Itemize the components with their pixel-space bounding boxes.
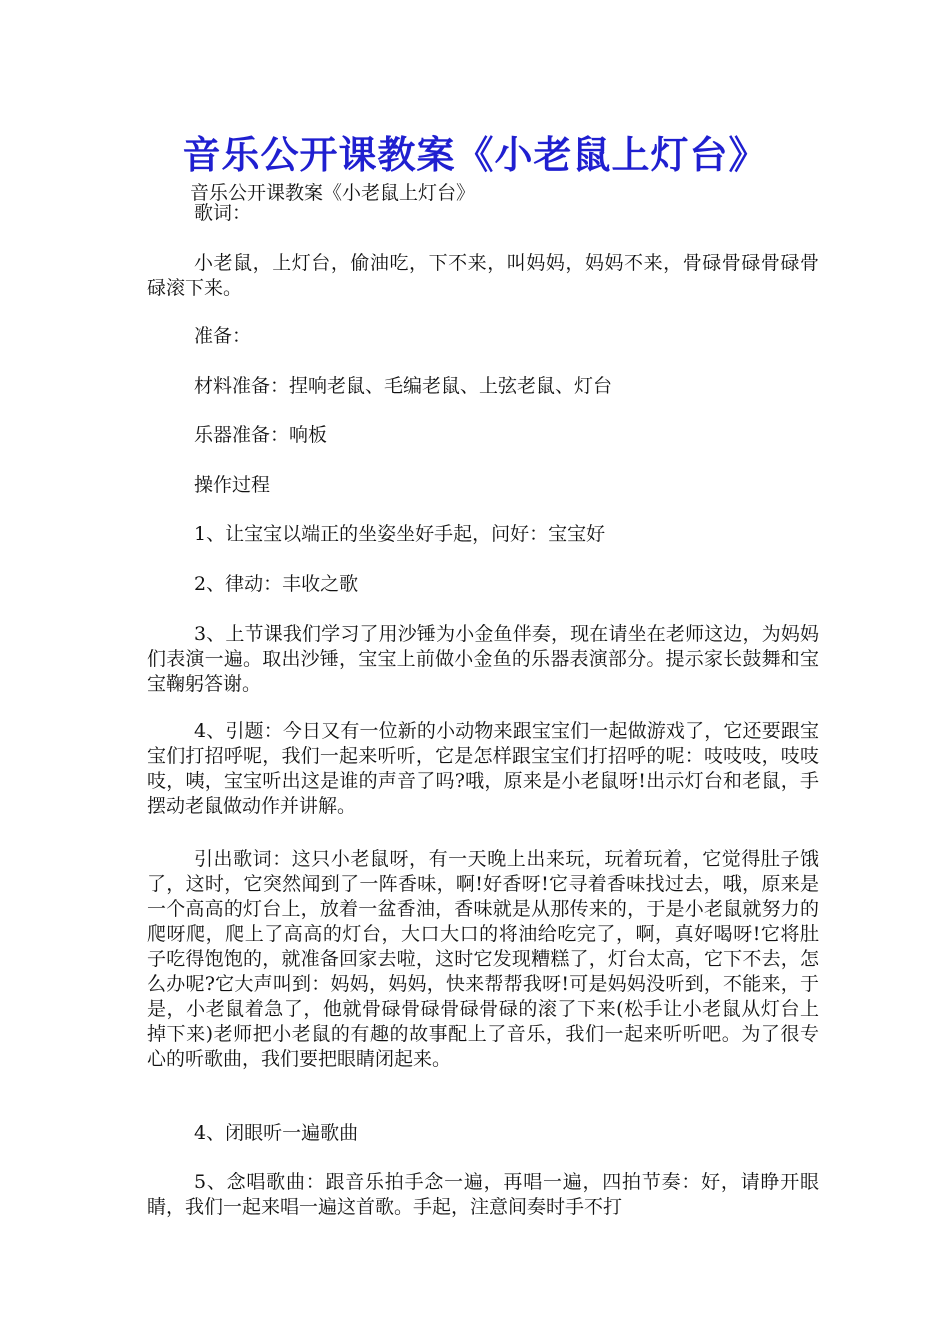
step-5-paragraph: 5、念唱歌曲：跟音乐拍手念一遍，再唱一遍，四拍节奏：好，请睁开眼睛，我们一起来唱一遍这首歌。手起，注意间奏时手不打 [147,1171,819,1218]
document-subtitle: 音乐公开课教案《小老鼠上灯台》 [190,182,476,204]
lyrics-heading: 歌词： [194,202,252,224]
document-title: 音乐公开课教案《小老鼠上灯台》 [182,132,768,177]
procedure-heading: 操作过程 [194,474,271,496]
materials-paragraph: 材料准备：捏响老鼠、毛编老鼠、上弦老鼠、灯台 [194,375,613,397]
preparation-heading: 准备： [194,325,252,347]
listen-step-paragraph: 4、闭眼听一遍歌曲 [194,1122,359,1144]
lyrics-text: 小老鼠，上灯台，偷油吃，下不来，叫妈妈，妈妈不来，骨碌骨碌骨碌骨碌滚下来。 [147,252,819,299]
step-3-paragraph: 3、上节课我们学习了用沙锤为小金鱼伴奏，现在请坐在老师这边，为妈妈们表演一遍。取出沙锤，宝宝上前做小金鱼的乐器表演部分。提示家长鼓舞和宝宝鞠躬答谢。 [147,623,819,695]
instruments-paragraph: 乐器准备：响板 [194,424,328,446]
step-1-paragraph: 1、让宝宝以端正的坐姿坐好手起，问好：宝宝好 [194,523,606,545]
step-4-paragraph: 4、引题：今日又有一位新的小动物来跟宝宝们一起做游戏了，它还要跟宝宝们打招呼呢，我们一起来听听，它是怎样跟宝宝们打招呼的呢：吱吱吱，吱吱吱，咦，宝宝听出这是谁的声音了吗?哦，原来是小老鼠呀!出示灯台和老鼠，手摆动老鼠做动作并讲解。 [147,720,819,817]
story-paragraph: 引出歌词：这只小老鼠呀，有一天晚上出来玩，玩着玩着，它觉得肚子饿了，这时，它突然闻到了一阵香味，啊!好香呀!它寻着香味找过去，哦，原来是一个高高的灯台上，放着一盆香油，香味就是从那传来的，于是小老鼠就努力的爬呀爬，爬上了高高的灯台，大口大口的将油给吃完了，啊，真好喝呀!它将肚子吃得饱饱的，就准备回家去啦，这时它发现糟糕了，灯台太高，它下不去，怎么办呢?它大声叫到：妈妈，妈妈，快来帮帮我呀!可是妈妈没听到，不能来，于是，小老鼠着急了，他就骨碌骨碌骨碌骨碌的滚了下来(松手让小老鼠从灯台上掉下来)老师把小老鼠的有趣的故事配上了音乐，我们一起来听听吧。为了很专心的听歌曲，我们要把眼睛闭起来。 [147,848,819,1070]
step-2-paragraph: 2、律动：丰收之歌 [194,573,359,595]
